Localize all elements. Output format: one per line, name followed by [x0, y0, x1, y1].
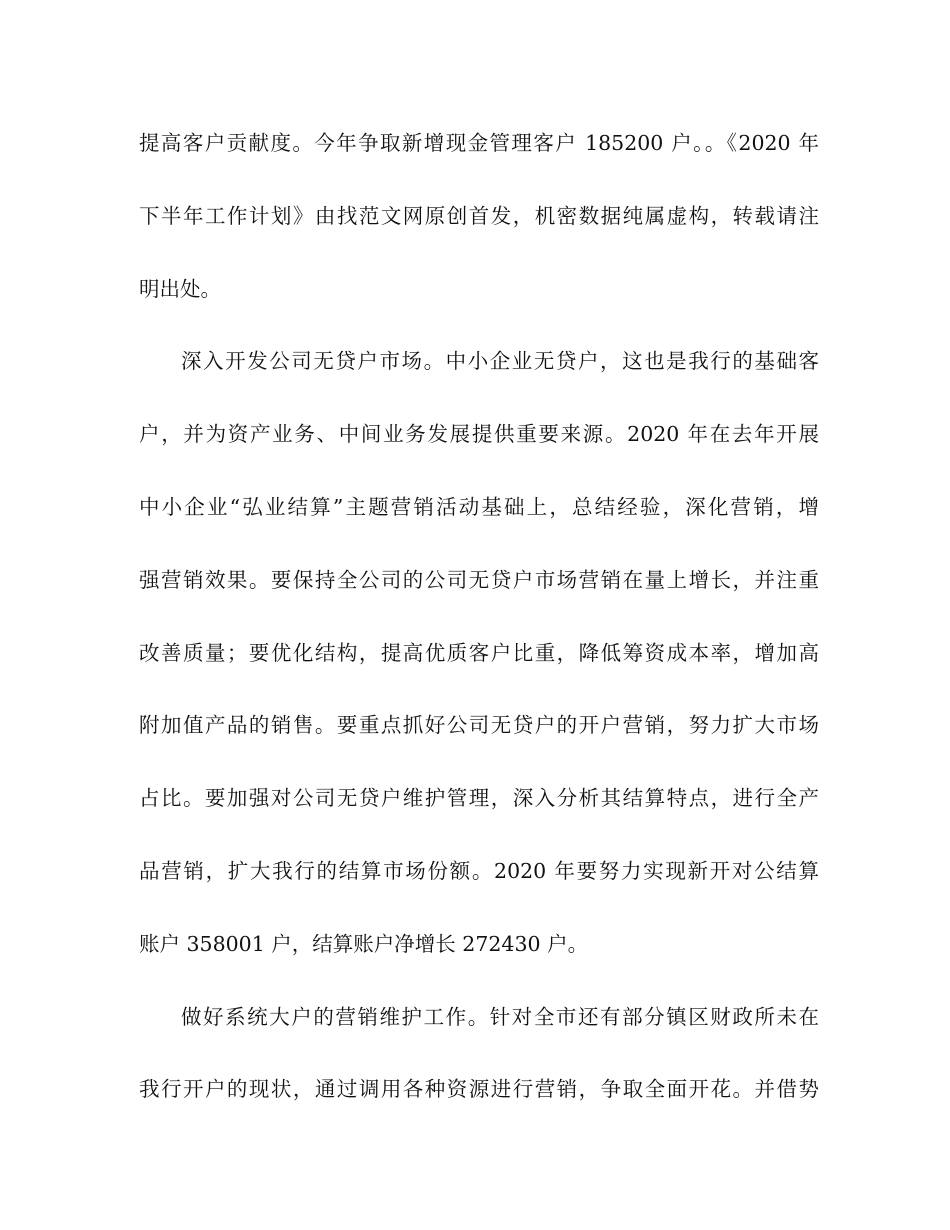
- paragraph-2-line-9: 账户 358001 户，结算账户净增长 272430 户。: [139, 931, 589, 956]
- paragraph-3-line-1: 做好系统大户的营销维护工作。针对全市还有部分镇区财政所未在: [181, 1004, 819, 1029]
- paragraph-1-line-1: 提高客户贡献度。今年争取新增现金管理客户 185200 户。。《2020 年: [139, 131, 819, 155]
- paragraph-2-line-6: 附加值产品的销售。要重点抓好公司无贷户的开户营销，努力扩大市场: [139, 713, 819, 738]
- paragraph-2-line-7: 占比。要加强对公司无贷户维护管理，深入分析其结算特点，进行全产: [139, 786, 819, 811]
- paragraph-3-line-2: 我行开户的现状，通过调用各种资源进行营销，争取全面开花。并借势: [139, 1077, 819, 1102]
- paragraph-2-line-4: 强营销效果。要保持全公司的公司无贷户市场营销在量上增长，并注重: [139, 567, 819, 592]
- paragraph-1-line-2: 下半年工作计划》由找范文网原创首发，机密数据纯属虚构，转载请注: [139, 203, 819, 228]
- paragraph-2-line-2: 户，并为资产业务、中间业务发展提供重要来源。2020 年在去年开展: [139, 422, 819, 447]
- paragraph-2-line-5: 改善质量；要优化结构，提高优质客户比重，降低筹资成本率，增加高: [139, 640, 819, 665]
- paragraph-2-line-1: 深入开发公司无贷户市场。中小企业无贷户，这也是我行的基础客: [181, 349, 819, 374]
- paragraph-2-line-8: 品营销，扩大我行的结算市场份额。2020 年要努力实现新开对公结算: [139, 859, 819, 883]
- paragraph-1-line-3: 明出处。: [139, 276, 221, 301]
- paragraph-2-line-3: 中小企业“弘业结算”主题营销活动基础上，总结经验，深化营销，增: [139, 495, 819, 519]
